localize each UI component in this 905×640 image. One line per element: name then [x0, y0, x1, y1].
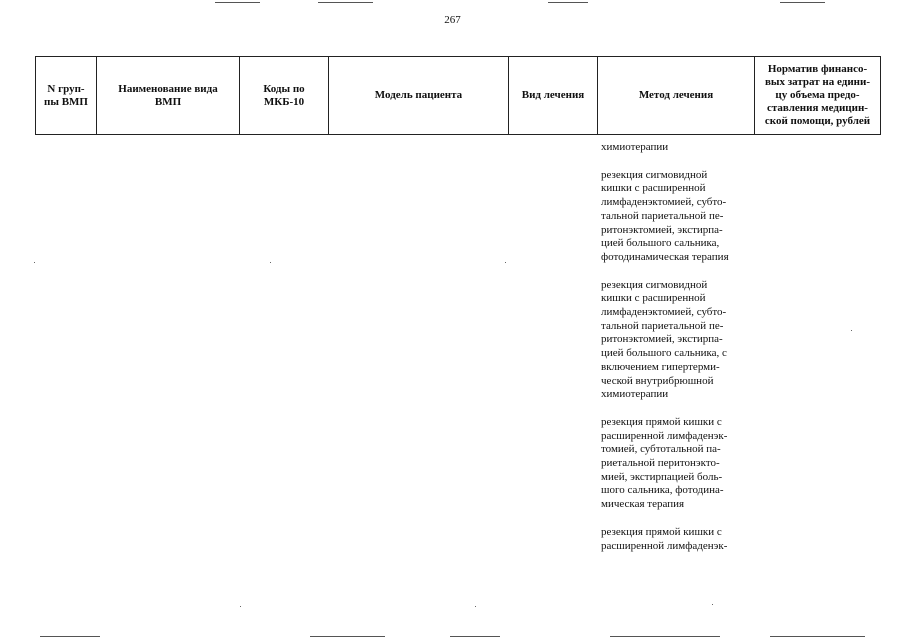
scan-artifact-dot: [505, 262, 506, 263]
scan-artifact-bottom: [310, 636, 385, 637]
scan-artifact-top: [215, 2, 260, 3]
header-treatment-method: Метод лечения: [598, 57, 755, 135]
scan-artifact-bottom: [450, 636, 500, 637]
method-item: резекция сигмовидной кишки с расширенной лимфаденэктомией, субто- тальной париетальной пе- ритонэктомией, экстирпа- цией большого сальника, фотодинамическая терапия: [601, 168, 729, 263]
scan-artifact-dot: [240, 606, 241, 607]
method-item: химиотерапии: [601, 141, 669, 153]
method-item: резекция прямой кишки с расширенной лимфаденэк- томией, субтотальной па- риетальной перитонэкто- мией, экстирпацией боль- шого сальника, фотодина- мическая терапия: [601, 415, 728, 511]
scan-artifact-top: [780, 2, 825, 3]
scan-artifact-top: [318, 2, 373, 3]
scan-artifact-dot: [475, 606, 476, 607]
scan-artifact-bottom: [40, 636, 100, 637]
method-item: резекция прямой кишки с расширенной лимфаденэк-: [601, 525, 728, 552]
scan-artifact-dot: [34, 262, 35, 263]
header-vmp-name: Наименование вида ВМП: [97, 57, 240, 135]
header-cost-norm: Норматив финансо- вых затрат на едини- цу объема предо- ставления медицин- ской помощи, рублей: [755, 57, 881, 135]
header-patient-model: Модель пациента: [329, 57, 509, 135]
scan-artifact-dot: [712, 604, 713, 605]
method-item: резекция сигмовидной кишки с расширенной лимфаденэктомией, субто- тальной париетальной пе- ритонэктомией, экстирпа- цией большого сальника, с включением гипертерми- ческой внутрибрюшной химиотерапии: [601, 278, 727, 401]
header-icd-codes: Коды по МКБ-10: [240, 57, 329, 135]
page-number: 267: [444, 14, 461, 26]
scan-artifact-top: [548, 2, 588, 3]
scan-artifact-dot: [851, 330, 852, 331]
scan-artifact-bottom: [610, 636, 720, 637]
header-treatment-type: Вид лечения: [509, 57, 598, 135]
treatment-method-column: [601, 141, 759, 567]
scan-artifact-bottom: [770, 636, 865, 637]
scan-artifact-dot: [270, 262, 271, 263]
table-header: [35, 56, 881, 135]
header-group-number: N груп- пы ВМП: [36, 57, 97, 135]
